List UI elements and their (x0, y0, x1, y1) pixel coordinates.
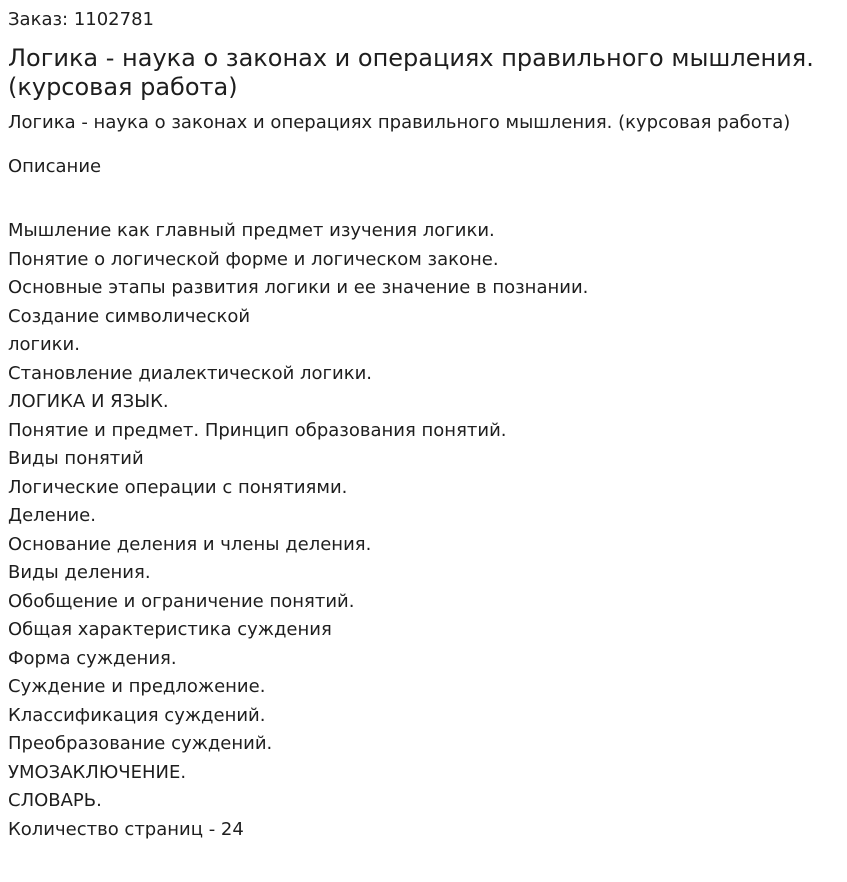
content-list (8, 217, 839, 844)
content-line: Мышление как главный предмет изучения логики. (8, 220, 495, 241)
document-subtitle: Логика - наука о законах и операциях правильного мышления. (курсовая работа) (8, 112, 791, 133)
content-line: Основные этапы развития логики и ее значение в познании. (8, 277, 589, 298)
content-line: Деление. (8, 505, 96, 526)
content-line: Логические операции с понятиями. (8, 476, 348, 498)
content-line: ЛОГИКА И ЯЗЫК. (8, 391, 169, 412)
order-number: Заказ: 1102781 (8, 9, 154, 30)
content-line: логики. (8, 334, 80, 355)
content-line: Суждение и предложение. (8, 676, 266, 697)
page-title: Логика - наука о законах и операциях правильного мышления. (курсовая работа) (8, 44, 814, 101)
content-line: Понятие и предмет. Принцип образования понятий. (8, 419, 507, 441)
content-line: УМОЗАКЛЮЧЕНИЕ. (8, 761, 187, 783)
content-line: Обобщение и ограничение понятий. (8, 590, 355, 612)
page-count: Количество страниц - 24 (8, 818, 244, 840)
content-line: Основание деления и члены деления. (8, 533, 372, 555)
content-line: Создание символической (8, 305, 251, 327)
content-line: Становление диалектической логики. (8, 362, 372, 384)
content-line: Общая характеристика суждения (8, 619, 332, 640)
document-page (8, 8, 839, 844)
content-line: Виды деления. (8, 562, 151, 583)
content-line: Виды понятий (8, 448, 144, 469)
description-heading: Описание (8, 156, 102, 177)
content-line: СЛОВАРЬ. (8, 790, 102, 811)
content-line: Понятие о логической форме и логическом законе. (8, 248, 499, 270)
content-line: Преобразование суждений. (8, 733, 273, 754)
content-line: Классификация суждений. (8, 704, 266, 726)
content-line: Форма суждения. (8, 647, 177, 669)
